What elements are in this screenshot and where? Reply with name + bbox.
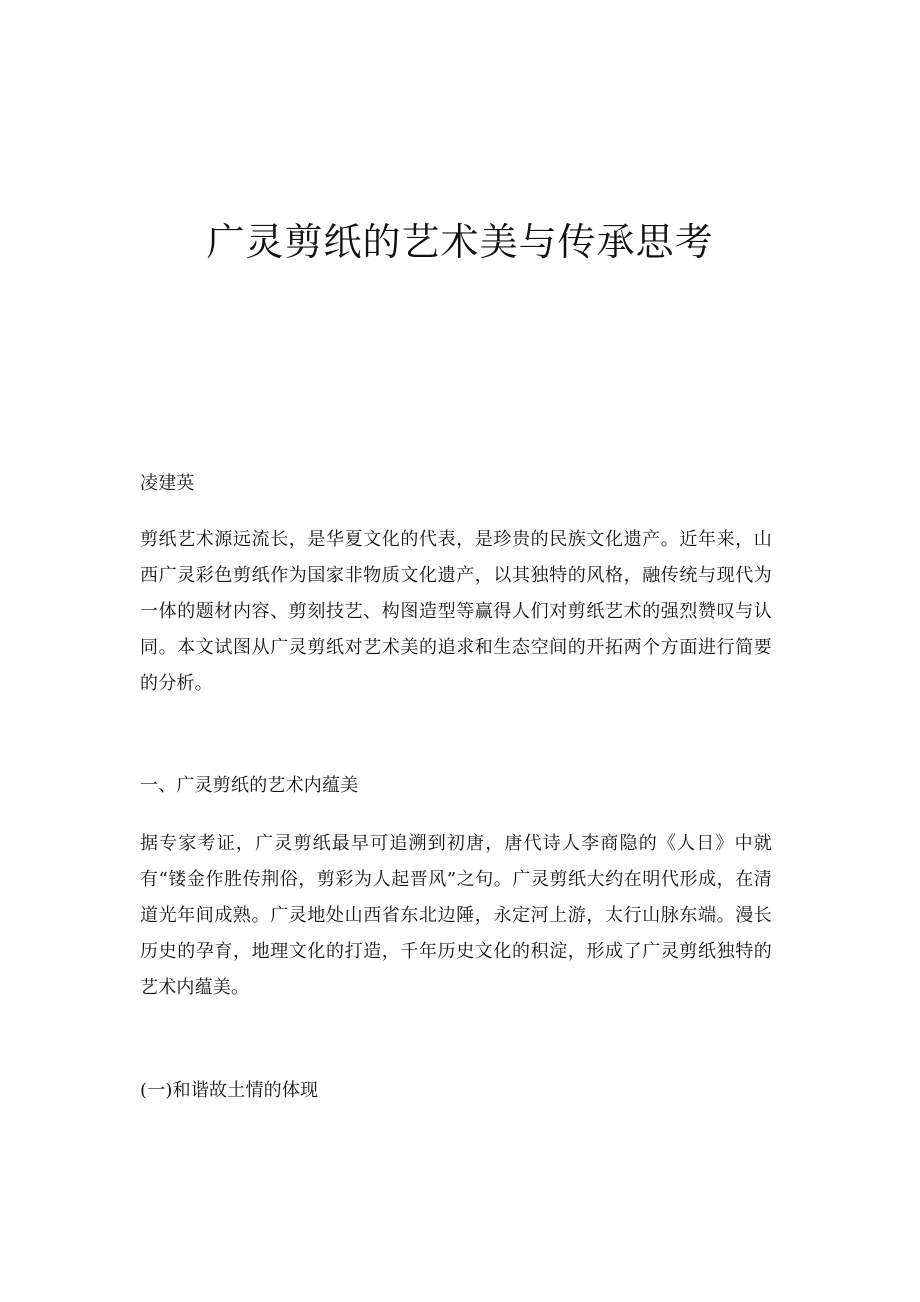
body-paragraph: 据专家考证，广灵剪纸最早可追溯到初唐，唐代诗人李商隐的《人日》中就有“镂金作胜传荆俗，剪彩为人起晋风”之句。广灵剪纸大约在明代形成，在清道光年间成熟。广灵地处山西省东北边陲，永定河上游，太行山脉东端。漫长历史的孕育，地理文化的打造，千年历史文化的积淀，形成了广灵剪纸独特的艺术内蕴美。	[140, 833, 772, 998]
author-name: 凌建英	[140, 473, 195, 494]
subsection-heading: (一)和谐故土情的体现	[140, 1080, 319, 1101]
section-heading: 一、广灵剪纸的艺术内蕴美	[140, 775, 359, 796]
document-title: 广灵剪纸的艺术美与传承思考	[206, 220, 714, 264]
abstract-paragraph: 剪纸艺术源远流长，是华夏文化的代表，是珍贵的民族文化遗产。近年来，山西广灵彩色剪纸作为国家非物质文化遗产，以其独特的风格，融传统与现代为一体的题材内容、剪刻技艺、构图造型等赢得人们对剪纸艺术的强烈赞叹与认同。本文试图从广灵剪纸对艺术美的追求和生态空间的开拓两个方面进行简要的分析。	[140, 529, 772, 694]
